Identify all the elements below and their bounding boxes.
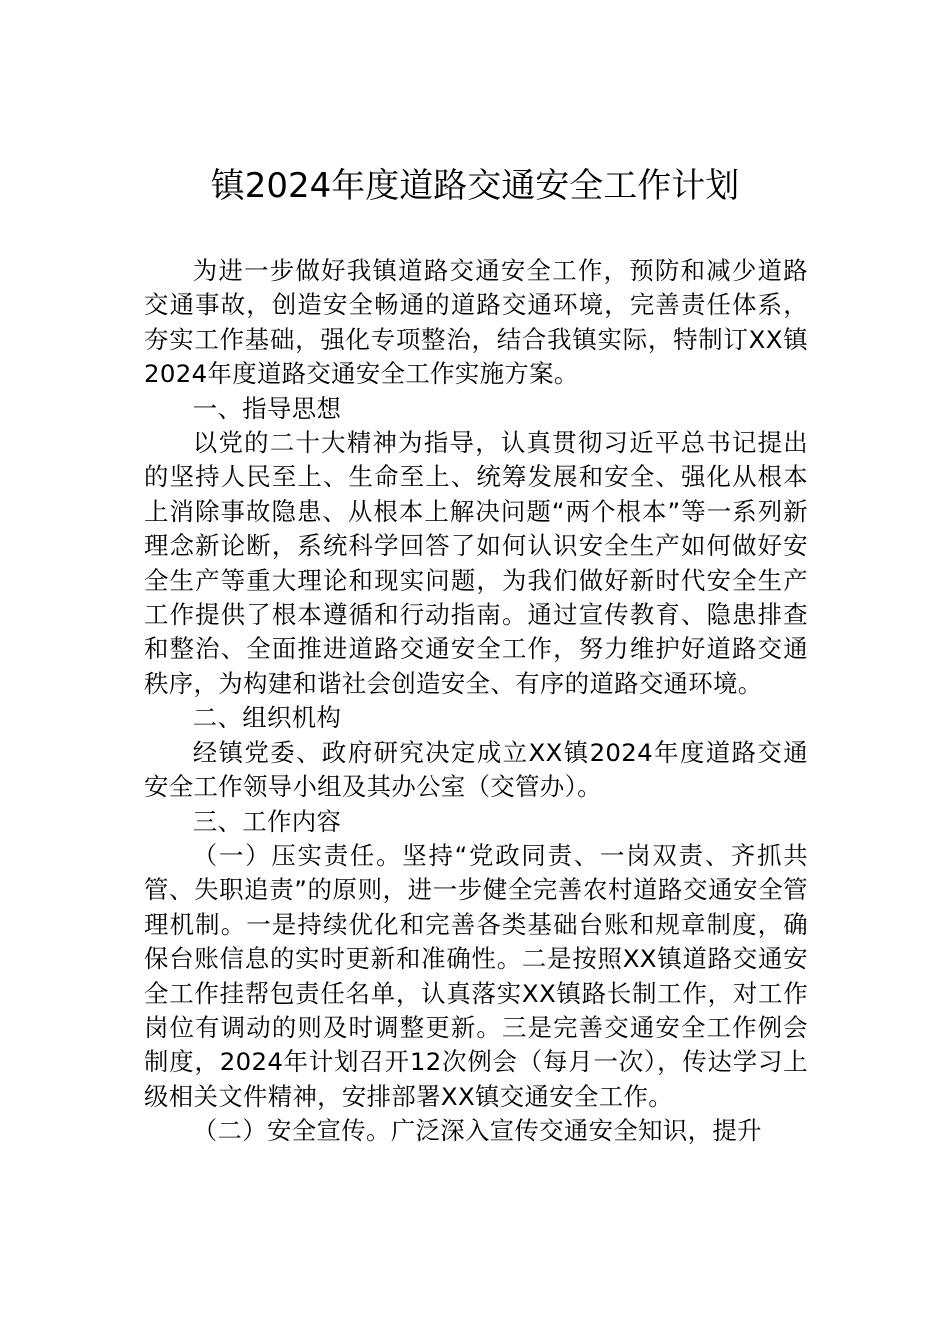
document-body — [144, 254, 808, 1149]
document-title: 镇2024年度道路交通安全工作计划 — [210, 166, 740, 206]
intro-paragraph: 为进一步做好我镇道路交通安全工作，预防和减少道路交通事故，创造安全畅通的道路交通环境，完善责任体系，夯实工作基础，强化专项整治，结合我镇实际，特制订XX镇2024年度道路交通安全工作实施方案。 — [144, 256, 808, 389]
work-content-paragraph-publicity: （二）安全宣传。广泛深入宣传交通安全知识，提升 — [192, 1116, 762, 1146]
section-heading-organization: 二、组织机构 — [192, 703, 342, 733]
section-heading-work-content: 三、工作内容 — [192, 806, 342, 836]
guiding-ideology-paragraph: 以党的二十大精神为指导，认真贯彻习近平总书记提出的坚持人民至上、生命至上、统筹发展和安全、强化从根本上消除事故隐患、从根本上解决问题“两个根本”等一系列新理念新论断，系统科学回答了如何认识安全生产如何做好安全生产等重大理论和现实问题，为我们做好新时代安全生产工作提供了根本遵循和行动指南。通过宣传教育、隐患排查和整治、全面推进道路交通安全工作，努力维护好道路交通秩序，为构建和谐社会创造安全、有序的道路交通环境。 — [144, 428, 808, 698]
organization-paragraph: 经镇党委、政府研究决定成立XX镇2024年度道路交通安全工作领导小组及其办公室（交管办）。 — [144, 737, 808, 802]
section-heading-guiding-ideology: 一、指导思想 — [192, 393, 342, 423]
work-content-paragraph-responsibility: （一）压实责任。坚持“党政同责、一岗双责、齐抓共管、失职追责”的原则，进一步健全完善农村道路交通安全管理机制。一是持续优化和完善各类基础台账和规章制度，确保台账信息的实时更新和准确性。二是按照XX镇道路交通安全工作挂帮包责任名单，认真落实XX镇路长制工作，对工作岗位有调动的则及时调整更新。三是完善交通安全工作例会制度，2024年计划召开12次例会（每月一次），传达学习上级相关文件精神，安排部署XX镇交通安全工作。 — [144, 840, 808, 1111]
